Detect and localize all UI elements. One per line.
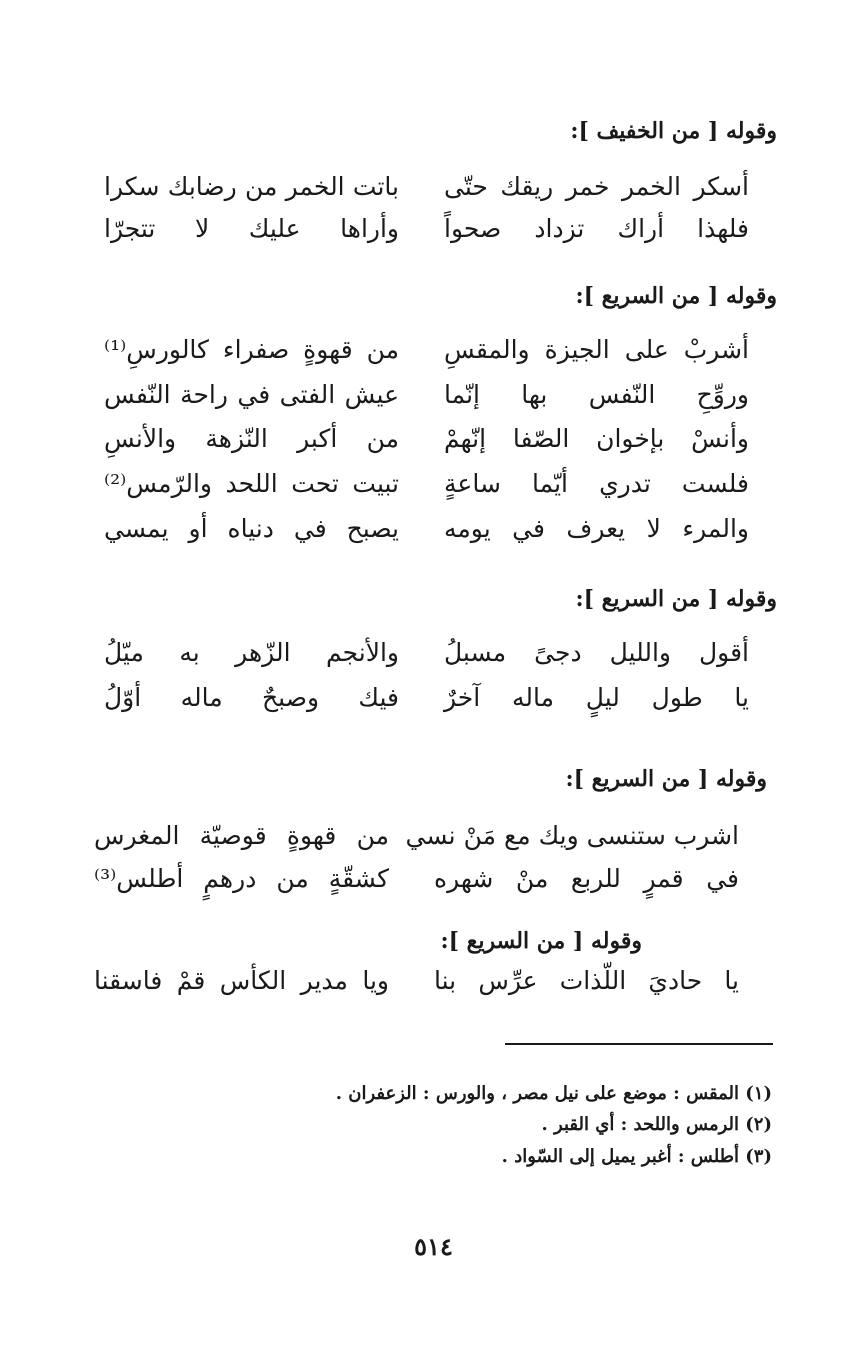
verse-first-hemistich: يا حاديَ اللّذات عرِّس بنا [434,966,739,995]
verse-first-hemistich: أسكر الخمر خمر ريقك حتّى [444,172,749,201]
footnote-separator [505,1043,773,1045]
verse-second-hemistich: عيش الفتى في راحة النّفس [104,380,399,409]
verse-line [94,966,739,1008]
verse-first-hemistich: وروِّحِ النّفس بها إنّما [444,380,749,409]
verse-second-hemistich: من قهوةٍ قوصيّة المغرس [94,821,389,850]
verse-line [104,424,749,466]
section-heading: وقوله [ من الخفيف ]: [570,118,777,144]
section-heading: وقوله [ من السريع ]: [575,283,777,309]
verse-second-hemistich: والأنجم الزّهر به ميّلُ [104,638,399,667]
section-heading: وقوله [ من السريع ]: [565,766,767,792]
verse-second-hemistich: ويا مدير الكأس قمْ فاسقنا [94,966,389,995]
verse-second-hemistich: كشقّةٍ من درهمٍ أطلس⁽³⁾ [94,864,389,893]
footnote: (٣) أطلس : أغبر يميل إلى السّواد . [501,1146,772,1167]
verse-first-hemistich: في قمرٍ للربع منْ شهره [434,864,739,893]
verse-first-hemistich: أقول والليل دجىً مسبلُ [444,638,749,667]
verse-second-hemistich: يصبح في دنياه أو يمسي [104,514,399,543]
verse-first-hemistich: وأنسْ بإخوان الصّفا إنّهمْ [444,424,749,453]
section-heading: وقوله [ من السريع ]: [575,586,777,612]
verse-line [104,514,749,556]
footnote: (١) المقس : موضع على نيل مصر ، والورس : الزعفران . [335,1083,772,1104]
verse-first-hemistich: أشربْ على الجيزة والمقسِ [444,335,749,364]
verse-line [104,380,749,422]
verse-first-hemistich: والمرء لا يعرف في يومه [444,514,749,543]
verse-line [104,214,749,256]
verse-first-hemistich: اشرب ستنسى ويك مع مَنْ نسي [405,821,739,850]
verse-line [104,683,749,725]
page-number: ٥١٤ [414,1232,453,1261]
section-heading: وقوله [ من السريع ]: [440,928,642,954]
verse-first-hemistich: فلهذا أراك تزداد صحواً [444,214,749,243]
footnote: (٢) الرمس واللحد : أي القبر . [541,1114,772,1135]
verse-second-hemistich: وأراها عليك لا تتجرّا [104,214,399,243]
verse-line [104,469,749,511]
verse-first-hemistich: فلست تدري أيّما ساعةٍ [444,469,749,498]
verse-second-hemistich: من أكبر النّزهة والأنسِ [104,424,399,453]
verse-second-hemistich: من قهوةٍ صفراء كالورسِ⁽¹⁾ [104,335,399,364]
verse-second-hemistich: باتت الخمر من رضابك سكرا [104,172,399,201]
verse-first-hemistich: يا طول ليلٍ ماله آخرٌ [444,683,749,712]
verse-line [104,335,749,377]
verse-line [104,638,749,680]
verse-line [94,821,739,863]
verse-second-hemistich: فيك وصبحٌ ماله أوّلُ [104,683,399,712]
verse-line [94,864,739,906]
verse-second-hemistich: تبيت تحت اللحد والرّمس⁽²⁾ [104,469,399,498]
verse-line [104,172,749,214]
